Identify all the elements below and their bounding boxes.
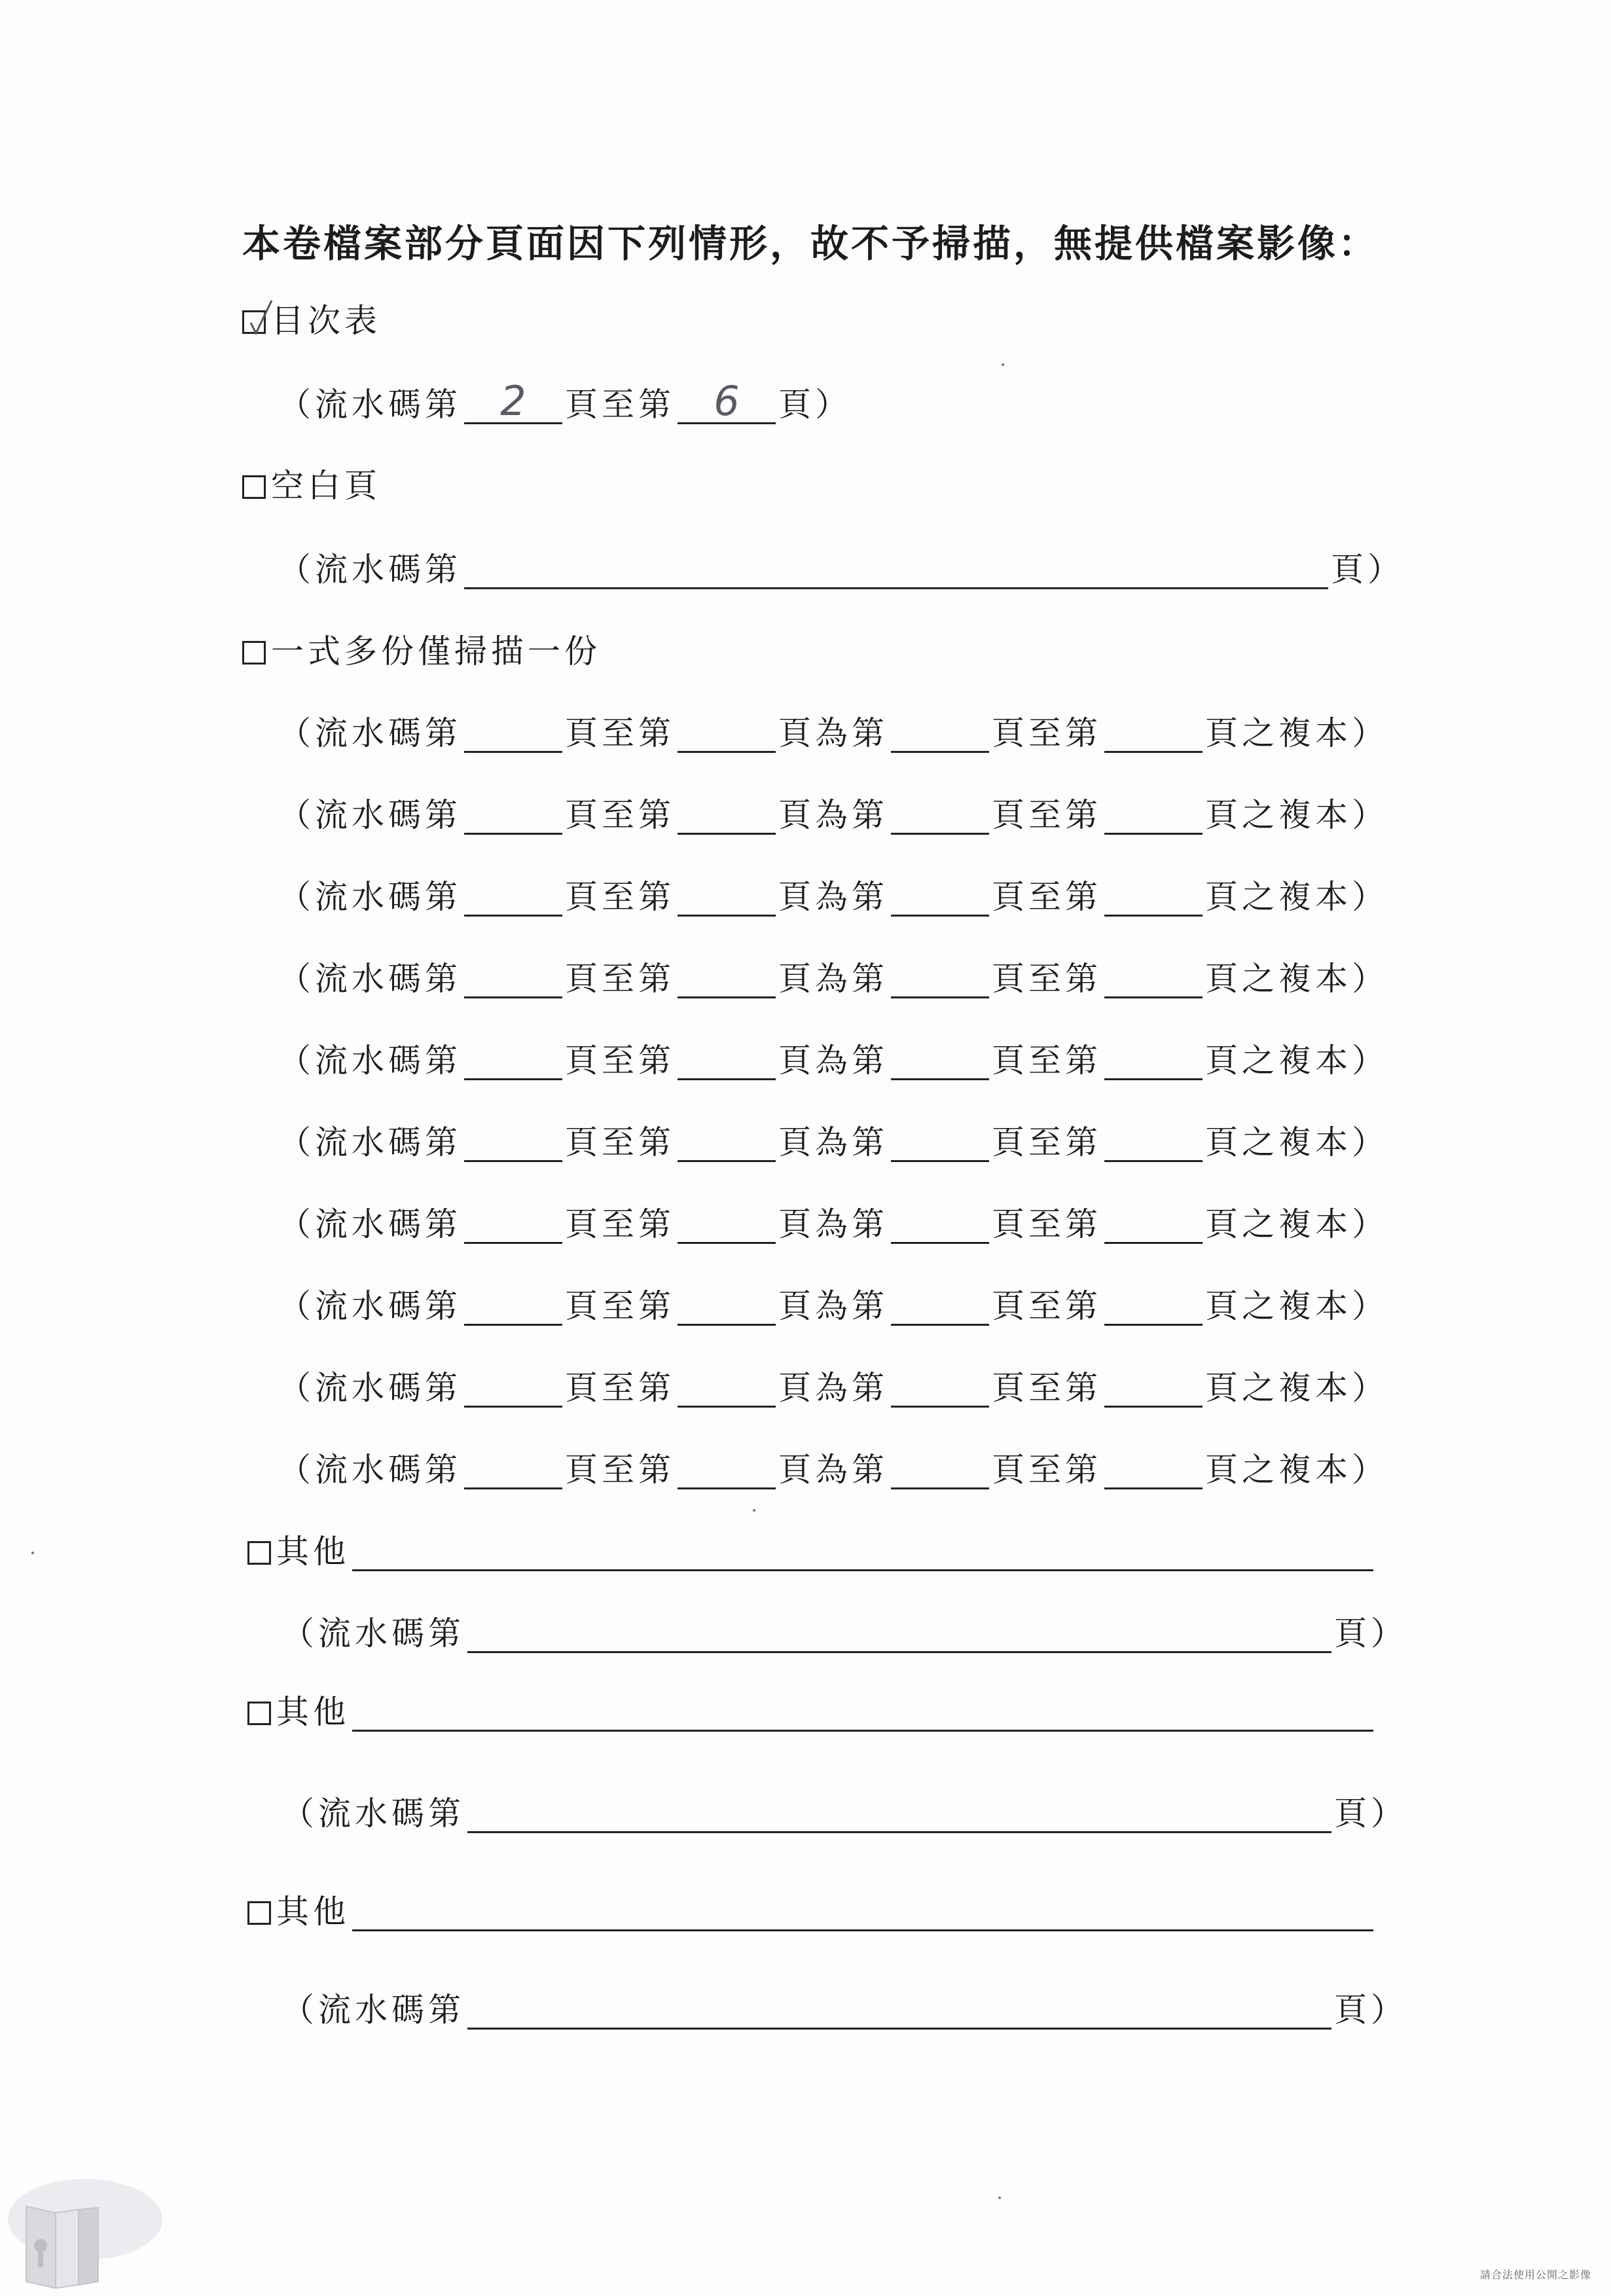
other-pages-field[interactable] [467,1795,1331,1833]
other-prefix: （流水碼第 [281,1795,465,1832]
copies-field[interactable] [464,1205,562,1244]
copies-t1: （流水碼第 [278,1287,462,1325]
copies-t4: 頁至第 [992,1369,1102,1407]
other-label: 其他 [276,1893,350,1931]
toc-suffix: 頁） [778,386,852,424]
copies-t5: 頁之複本） [1205,1369,1388,1407]
copies-field[interactable] [891,960,989,998]
copies-t4: 頁至第 [992,1287,1102,1325]
copies-t5: 頁之複本） [1205,714,1388,752]
copies-field[interactable] [464,1042,562,1080]
copies-field[interactable] [1104,1123,1203,1162]
copies-field[interactable] [464,714,562,753]
copies-t4: 頁至第 [992,714,1102,752]
copies-t2: 頁至第 [565,960,675,998]
copies-row [278,1286,1388,1326]
copies-field[interactable] [678,1205,776,1244]
copies-field[interactable] [464,1287,562,1326]
copies-t3: 頁為第 [778,960,888,998]
copies-field[interactable] [891,1205,989,1244]
checkbox-row-other [247,1532,1376,1571]
other-prefix: （流水碼第 [281,1614,465,1652]
copies-field[interactable] [1104,714,1203,753]
blank-prefix: （流水碼第 [278,551,462,589]
copies-t2: 頁至第 [565,1451,675,1489]
copies-t4: 頁至第 [992,796,1102,834]
copies-row [278,795,1388,835]
checkbox-row-copies [242,632,601,671]
copies-t3: 頁為第 [778,1123,888,1161]
copies-t3: 頁為第 [778,796,888,834]
copies-field[interactable] [1104,1205,1203,1244]
other-serial-line [281,1794,1407,1833]
copies-row [278,1450,1388,1489]
footer-note: 請合法使用公開之影像 [1479,2269,1591,2281]
other-checkbox[interactable] [247,1702,271,1725]
copies-t4: 頁至第 [992,960,1102,998]
copies-field[interactable] [891,1451,989,1489]
other-description-field[interactable] [352,1693,1373,1732]
copies-t3: 頁為第 [778,878,888,916]
copies-t2: 頁至第 [565,714,675,752]
blank-checkbox[interactable] [242,475,266,499]
copies-t3: 頁為第 [778,1205,888,1243]
copies-label: 一式多份僅掃描一份 [271,632,601,670]
scan-speck [998,2196,1001,2199]
copies-t2: 頁至第 [565,1369,675,1407]
copies-t1: （流水碼第 [278,1369,462,1407]
copies-field[interactable] [678,1451,776,1489]
copies-t3: 頁為第 [778,1451,888,1489]
copies-t1: （流水碼第 [278,1205,462,1243]
other-checkbox[interactable] [247,1901,271,1925]
copies-row [278,714,1388,753]
checkbox-row-blank [242,466,381,505]
copies-field[interactable] [464,796,562,835]
copies-field[interactable] [891,714,989,753]
copies-t3: 頁為第 [778,1287,888,1325]
copies-t2: 頁至第 [565,1287,675,1325]
copies-field[interactable] [1104,878,1203,917]
blank-pages-field[interactable] [464,551,1328,589]
copies-t2: 頁至第 [565,878,675,916]
copies-field[interactable] [678,1369,776,1408]
copies-field[interactable] [678,1123,776,1162]
copies-field[interactable] [464,1123,562,1162]
copies-t3: 頁為第 [778,1042,888,1080]
scan-speck [31,1552,34,1554]
other-description-field[interactable] [352,1893,1373,1931]
other-label: 其他 [276,1533,350,1571]
other-label: 其他 [276,1693,350,1731]
toc-checkbox[interactable] [242,310,266,334]
copies-field[interactable] [464,1451,562,1489]
copies-t4: 頁至第 [992,1451,1102,1489]
other-suffix: 頁） [1334,1795,1407,1832]
copies-t1: （流水碼第 [278,796,462,834]
copies-t1: （流水碼第 [278,878,462,916]
blank-suffix: 頁） [1331,551,1404,589]
copies-field[interactable] [891,1369,989,1408]
copies-field[interactable] [1104,1287,1203,1326]
copies-field[interactable] [464,878,562,917]
copies-row [278,959,1388,998]
other-suffix: 頁） [1334,1614,1407,1652]
copies-row [278,1123,1388,1162]
copies-t1: （流水碼第 [278,714,462,752]
copies-t4: 頁至第 [992,1042,1102,1080]
toc-from-value: 2 [500,377,526,425]
copies-field[interactable] [891,1123,989,1162]
other-pages-field[interactable] [467,1991,1331,2030]
copies-t5: 頁之複本） [1205,878,1388,916]
toc-to-value: 6 [714,377,740,425]
other-prefix: （流水碼第 [281,1991,465,2029]
copies-t1: （流水碼第 [278,960,462,998]
copies-row [278,1368,1388,1408]
checkbox-row-toc [242,301,381,340]
copies-t4: 頁至第 [992,878,1102,916]
toc-serial-line [278,377,852,425]
copies-checkbox[interactable] [242,641,266,665]
copies-field[interactable] [678,796,776,835]
blank-label: 空白頁 [271,467,381,505]
copies-field[interactable] [464,1369,562,1408]
other-description-field[interactable] [352,1533,1373,1571]
checkmark-icon [248,299,274,336]
other-pages-field[interactable] [467,1614,1331,1653]
checkbox-row-other [247,1892,1376,1931]
copies-field[interactable] [1104,1451,1203,1489]
copies-t5: 頁之複本） [1205,1042,1388,1080]
checkbox-row-other [247,1692,1376,1732]
scan-speck [1002,363,1004,366]
copies-t1: （流水碼第 [278,1123,462,1161]
copies-t3: 頁為第 [778,1369,888,1407]
copies-row [278,1041,1388,1080]
toc-from-field[interactable] [464,377,562,425]
copies-field[interactable] [891,878,989,917]
copies-field[interactable] [891,1287,989,1326]
copies-t5: 頁之複本） [1205,1451,1388,1489]
copies-row [278,1205,1388,1244]
other-checkbox[interactable] [247,1541,271,1565]
copies-t1: （流水碼第 [278,1042,462,1080]
copies-t3: 頁為第 [778,714,888,752]
copies-field[interactable] [678,878,776,917]
toc-label: 目次表 [271,302,381,340]
copies-field[interactable] [1104,1369,1203,1408]
copies-t5: 頁之複本） [1205,796,1388,834]
blank-serial-line [278,550,1404,589]
copies-t2: 頁至第 [565,796,675,834]
copies-field[interactable] [678,960,776,998]
page-title: 本卷檔案部分頁面因下列情形，故不予掃描，無提供檔案影像： [242,221,1379,266]
toc-to-field[interactable] [678,377,776,425]
copies-t2: 頁至第 [565,1123,675,1161]
scan-speck [753,1509,755,1512]
copies-t2: 頁至第 [565,1042,675,1080]
copies-t5: 頁之複本） [1205,960,1388,998]
copies-t1: （流水碼第 [278,1451,462,1489]
copies-t5: 頁之複本） [1205,1205,1388,1243]
archive-logo-icon [0,2160,164,2291]
other-suffix: 頁） [1334,1991,1407,2029]
copies-row [278,877,1388,917]
other-serial-line [281,1614,1407,1653]
other-serial-line [281,1990,1407,2030]
copies-field[interactable] [1104,960,1203,998]
copies-field[interactable] [678,1042,776,1080]
copies-t4: 頁至第 [992,1205,1102,1243]
copies-t5: 頁之複本） [1205,1287,1388,1325]
copies-field[interactable] [891,796,989,835]
toc-mid: 頁至第 [565,386,675,424]
copies-field[interactable] [1104,1042,1203,1080]
copies-field[interactable] [891,1042,989,1080]
copies-t5: 頁之複本） [1205,1123,1388,1161]
copies-t2: 頁至第 [565,1205,675,1243]
copies-field[interactable] [1104,796,1203,835]
copies-field[interactable] [678,714,776,753]
copies-t4: 頁至第 [992,1123,1102,1161]
copies-field[interactable] [678,1287,776,1326]
copies-field[interactable] [464,960,562,998]
toc-prefix: （流水碼第 [278,386,462,424]
